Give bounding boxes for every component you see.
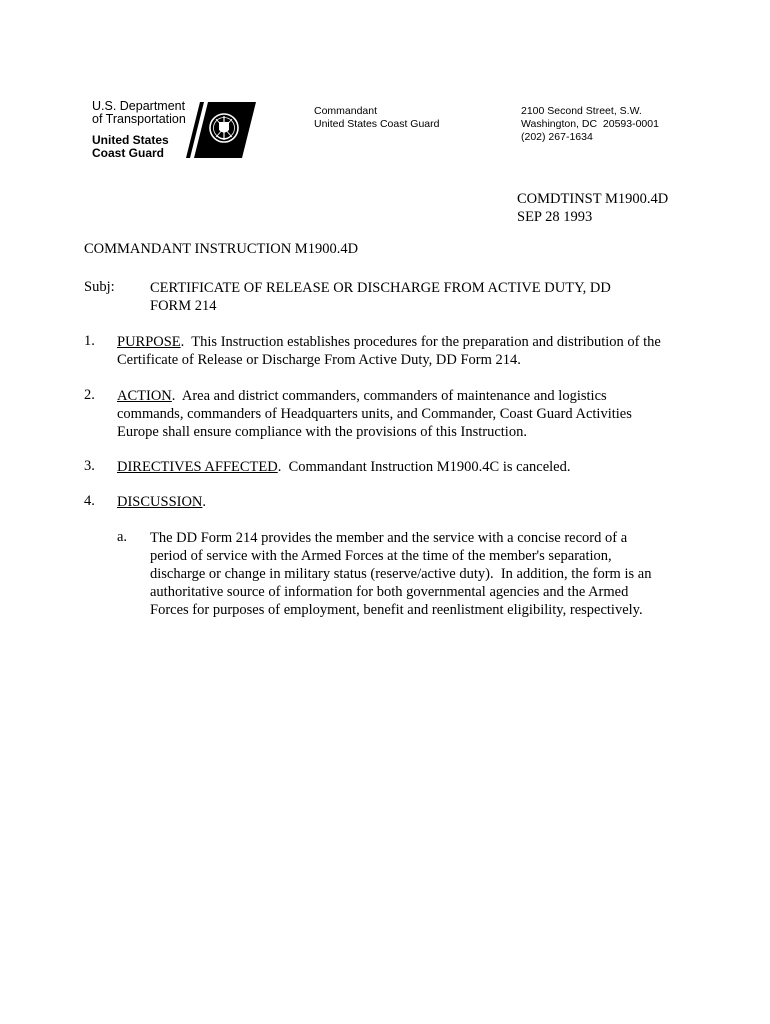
agency-line-2: Coast Guard [92,146,165,160]
paragraph-4-number: 4. [84,493,95,509]
subject-line-2: FORM 214 [150,298,217,314]
paragraph-1-number: 1. [84,333,95,349]
dept-line-2: of Transportation [92,112,186,126]
coast-guard-seal-icon [186,102,258,158]
address-line-2: Washington, DC 20593-0001 [521,118,659,130]
paragraph-2-line-2: commands, commanders of Headquarters units, and Commander, Coast Guard Activities [117,406,632,422]
subject-label: Subj: [84,279,115,295]
paragraph-4 [117,493,697,511]
paragraph-3-line-1: . Commandant Instruction M1900.4C is canceled. [277,459,571,475]
document-title: COMMANDANT INSTRUCTION M1900.4D [84,241,359,257]
doc-number: COMDTINST M1900.4D [517,191,669,207]
document-id-block [517,190,668,226]
address-block [521,105,659,144]
paragraph-1 [117,333,697,369]
paragraph-2-line-3: Europe shall ensure compliance with the provisions of this Instruction. [117,424,527,440]
subject-text [150,279,670,315]
office-line-2: United States Coast Guard [314,118,440,130]
paragraph-2-heading: ACTION [117,388,172,404]
paragraph-1-line-2: Certificate of Release or Discharge From Active Duty, DD Form 214. [117,352,521,368]
paragraph-2 [117,387,697,441]
department-block [92,100,186,160]
subparagraph-a-line-2: period of service with the Armed Forces at the time of the member's separation, [150,548,612,564]
subparagraph-a-line-1: The DD Form 214 provides the member and the service with a concise record of a [150,530,628,546]
paragraph-3-number: 3. [84,458,95,474]
subparagraph-a [150,529,690,619]
paragraph-3 [117,458,697,476]
subparagraph-a-letter: a. [117,529,128,545]
office-line-1: Commandant [314,105,378,117]
dept-line-1: U.S. Department [92,99,186,113]
address-line-3: (202) 267-1634 [521,131,593,143]
paragraph-2-line-1: . Area and district commanders, commanders of maintenance and logistics [171,388,607,404]
paragraph-1-line-1: . This Instruction establishes procedures for the preparation and distribution of the [180,334,661,350]
subparagraph-a-line-3: discharge or change in military status (reserve/active duty). In addition, the form is an [150,566,652,582]
address-line-1: 2100 Second Street, S.W. [521,105,642,117]
paragraph-4-line-1: . [202,494,207,510]
paragraph-3-heading: DIRECTIVES AFFECTED [117,459,278,475]
agency-line-1: United States [92,133,169,147]
subject-line-1: CERTIFICATE OF RELEASE OR DISCHARGE FROM ACTIVE DUTY, DD [150,280,611,296]
paragraph-2-number: 2. [84,387,95,403]
doc-date: SEP 28 1993 [517,209,593,225]
office-block [314,105,439,131]
subparagraph-a-line-5: Forces for purposes of employment, benefit and reenlistment eligibility, respectively. [150,602,643,618]
subparagraph-a-line-4: authoritative source of information for both governmental agencies and the Armed [150,584,629,600]
paragraph-1-heading: PURPOSE [117,334,181,350]
paragraph-4-heading: DISCUSSION [117,494,203,510]
